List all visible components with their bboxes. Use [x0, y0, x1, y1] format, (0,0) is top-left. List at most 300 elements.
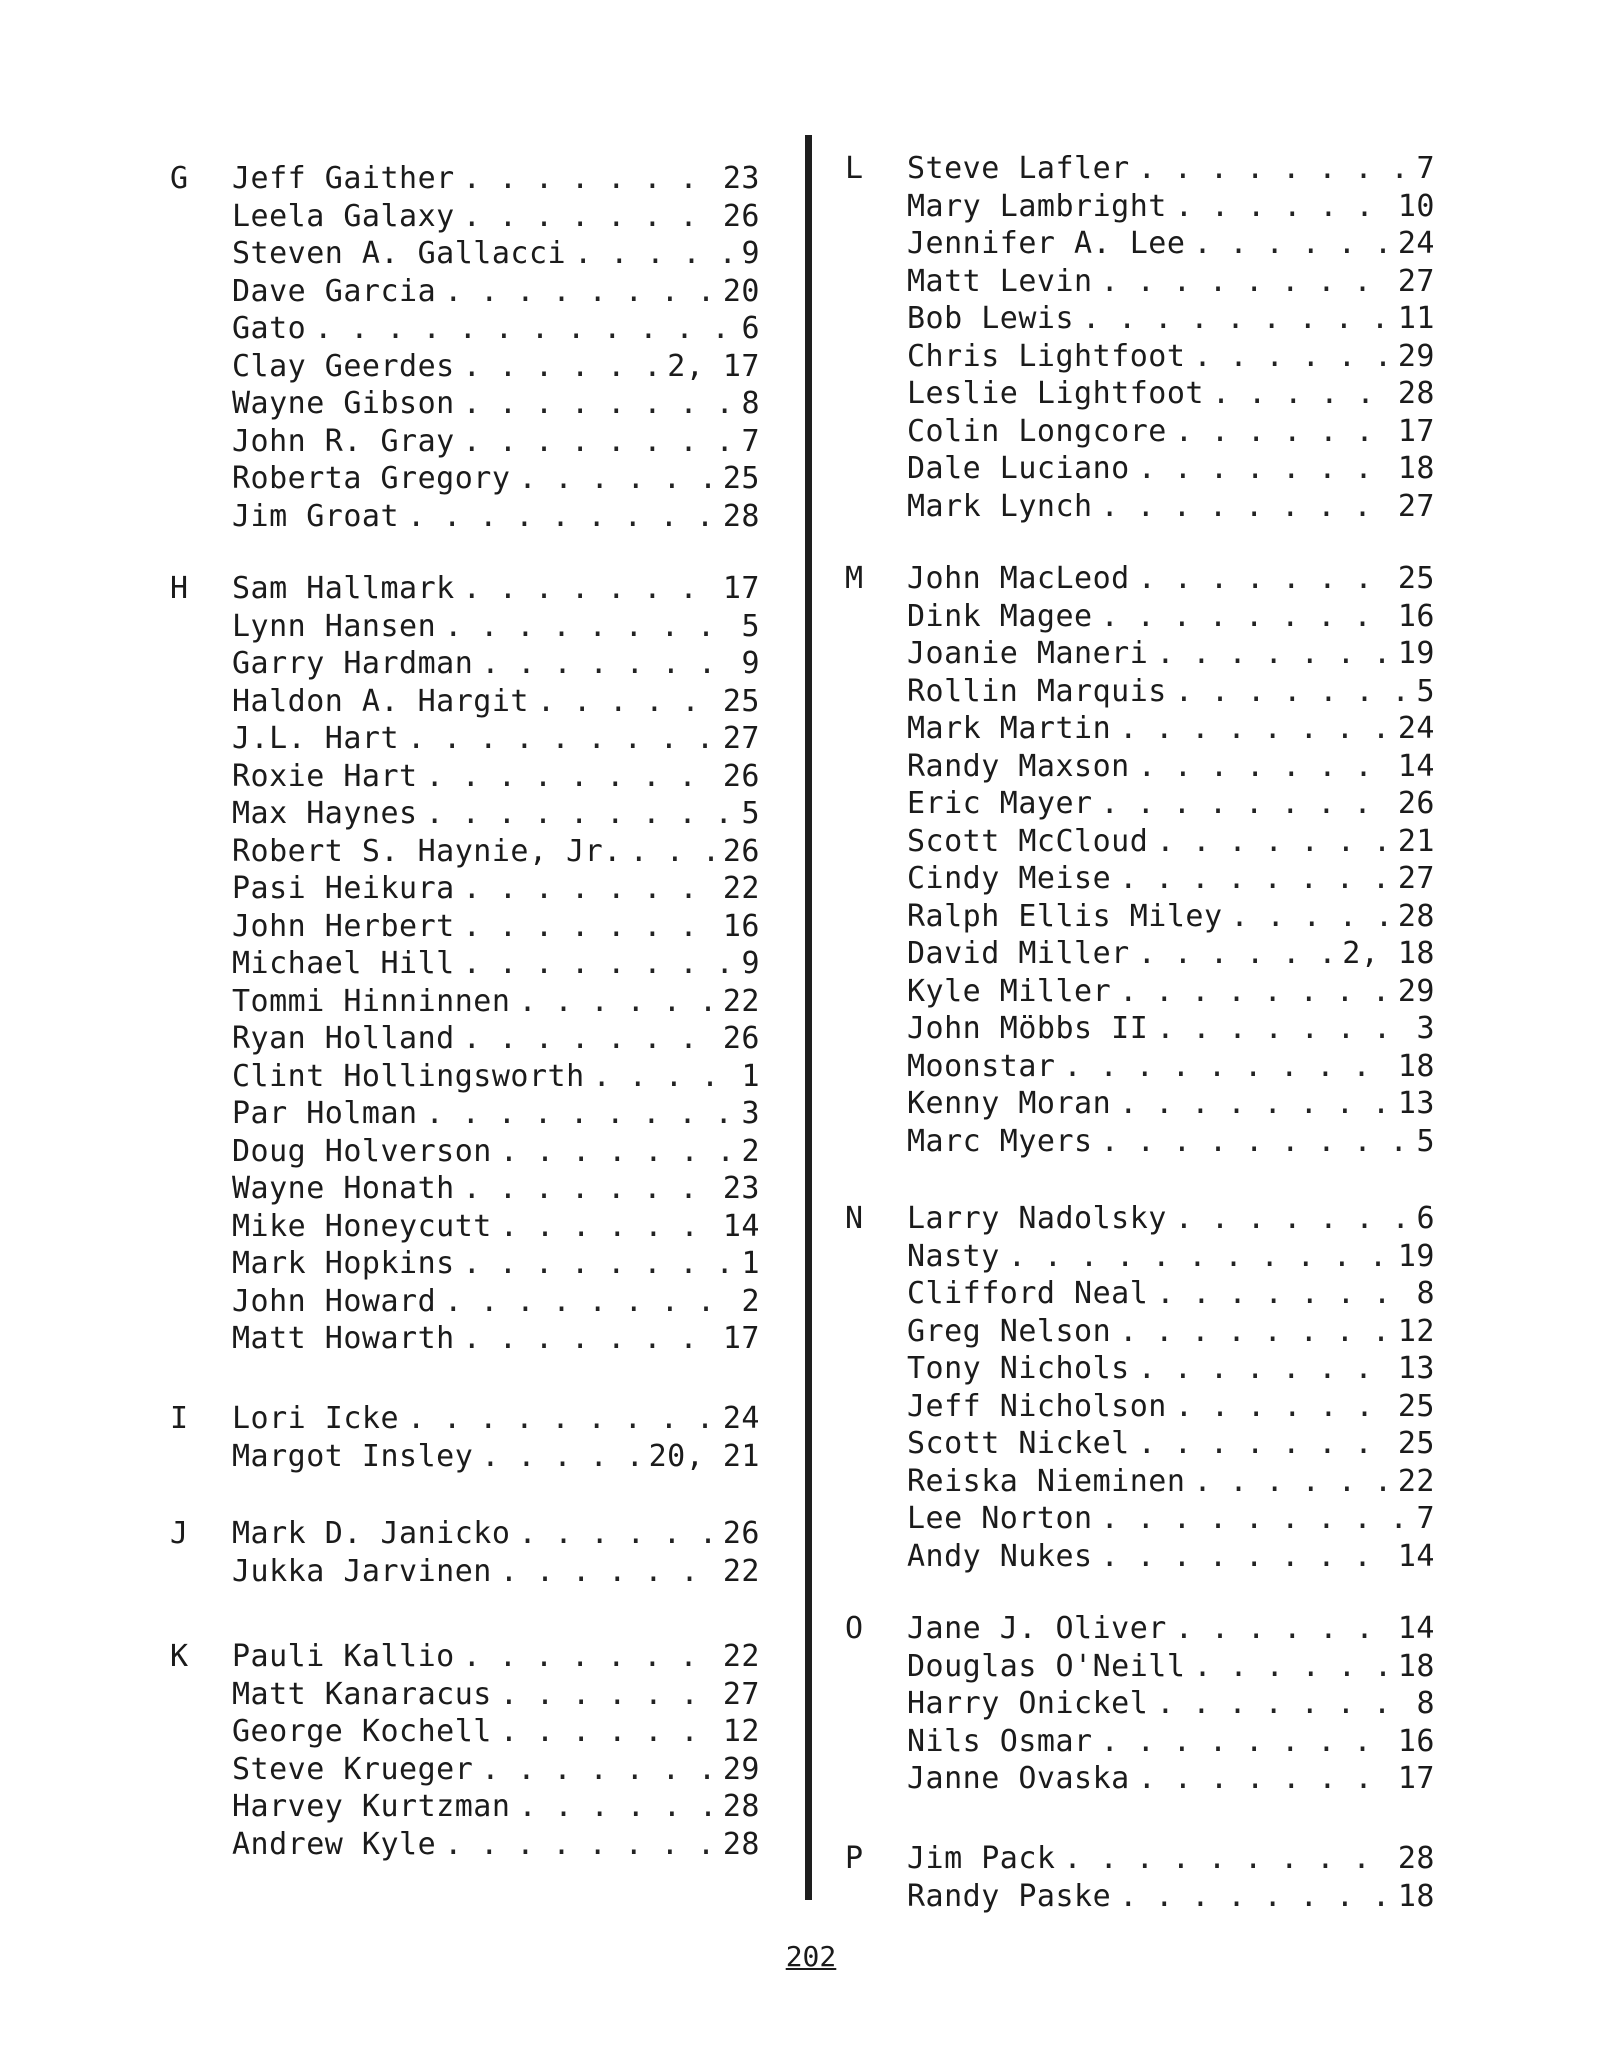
entry-pages: 19 [1397, 636, 1435, 671]
entry-pages: 5 [1416, 673, 1435, 709]
index-entry [232, 235, 760, 273]
index-entry [907, 560, 1435, 598]
dot-leader [500, 1208, 715, 1246]
entry-name: Robert S. Haynie, Jr. [232, 833, 622, 869]
dot-leader [314, 310, 733, 348]
dot-leader [1156, 635, 1390, 673]
section-letter: K [170, 1639, 189, 1674]
entry-name: Mark Martin [907, 711, 1112, 746]
entry-pages: 23 [722, 1171, 760, 1206]
entry-pages: 16 [722, 908, 760, 944]
dot-leader [463, 198, 715, 236]
dot-leader [426, 758, 715, 796]
index-entry [907, 1648, 1435, 1686]
dot-leader [481, 1751, 715, 1789]
entry-name: Jukka Jarvinen [232, 1553, 492, 1589]
entry-pages: 9 [741, 236, 760, 271]
entry-name: Mark D. Janicko [232, 1516, 511, 1551]
entry-name: Haldon A. Hargit [232, 683, 529, 719]
dot-leader [500, 1713, 715, 1751]
dot-leader [463, 1638, 715, 1676]
entry-name: Colin Longcore [907, 413, 1167, 449]
entry-pages: 27 [1397, 488, 1435, 524]
index-entry [232, 833, 760, 871]
entry-pages: 22 [722, 1639, 760, 1674]
section-letter: I [170, 1401, 189, 1436]
section-letter: N [845, 1201, 864, 1236]
entry-pages: 24 [1397, 226, 1435, 261]
entry-pages: 25 [1397, 1426, 1435, 1461]
entry-name: John Herbert [232, 908, 455, 944]
entry-pages: 22 [722, 871, 760, 906]
dot-leader [463, 385, 734, 423]
dot-leader [1156, 823, 1390, 861]
entry-pages: 26 [722, 758, 760, 794]
dot-leader [426, 795, 734, 833]
entry-pages: 5 [741, 796, 760, 831]
entry-name: Andrew Kyle [232, 1826, 437, 1862]
dot-leader [1193, 225, 1389, 263]
entry-name: Harry Onickel [907, 1686, 1149, 1721]
index-entry [232, 1095, 760, 1133]
index-entries [907, 560, 1435, 1160]
dot-leader [1101, 785, 1390, 823]
index-entry [232, 1058, 760, 1096]
entry-pages: 24 [722, 1401, 760, 1436]
index-entry [232, 683, 760, 721]
index-entry [907, 1840, 1435, 1878]
index-entry [907, 860, 1435, 898]
dot-leader [1101, 1538, 1390, 1576]
entry-pages: 5 [1416, 1123, 1435, 1159]
index-entry [232, 608, 760, 646]
index-entry [907, 1760, 1435, 1798]
section-letter: O [845, 1611, 864, 1646]
entry-name: Lynn Hansen [232, 608, 437, 644]
dot-leader [1082, 300, 1390, 338]
entry-pages: 8 [1416, 1686, 1435, 1721]
entry-pages: 19 [1397, 1238, 1435, 1274]
index-entry [232, 945, 760, 983]
entry-name: Michael Hill [232, 946, 455, 981]
dot-leader [1101, 598, 1390, 636]
index-entry [907, 1388, 1435, 1426]
entry-pages: 13 [1397, 1351, 1435, 1386]
index-entries [907, 1200, 1435, 1575]
dot-leader [1175, 1200, 1409, 1238]
dot-leader [407, 720, 715, 758]
entry-pages: 25 [722, 461, 760, 496]
dot-leader [1119, 1313, 1390, 1351]
dot-leader [444, 1283, 733, 1321]
entry-name: Randy Paske [907, 1878, 1112, 1914]
dot-leader [1119, 1085, 1390, 1123]
entry-pages: 18 [1397, 1648, 1435, 1684]
entry-name: Steve Lafler [907, 151, 1130, 186]
index-entries [907, 1610, 1435, 1798]
entry-name: John Howard [232, 1283, 437, 1319]
entry-name: Clint Hollingsworth [232, 1058, 585, 1094]
entry-pages: 14 [1397, 1538, 1435, 1574]
index-entry [232, 1788, 760, 1826]
dot-leader [1156, 1685, 1408, 1723]
section-letter: J [170, 1516, 189, 1551]
entry-name: Tommi Hinninnen [232, 983, 511, 1019]
index-entry [907, 823, 1435, 861]
entry-pages: 17 [722, 1321, 760, 1356]
dot-leader [463, 945, 734, 983]
entry-name: Harvey Kurtzman [232, 1789, 511, 1824]
entry-name: Lee Norton [907, 1501, 1093, 1536]
entry-pages: 2 [741, 1283, 760, 1319]
index-entry [907, 635, 1435, 673]
index-entry [232, 1751, 760, 1789]
index-entry [907, 1200, 1435, 1238]
entry-pages: 18 [1397, 1878, 1435, 1914]
index-entry [907, 598, 1435, 636]
entry-pages: 28 [722, 1826, 760, 1862]
index-entry [232, 1713, 760, 1751]
entry-name: John MacLeod [907, 561, 1130, 596]
index-entry [907, 188, 1435, 226]
index-entry [232, 795, 760, 833]
index-entry [232, 1020, 760, 1058]
index-entry [232, 1170, 760, 1208]
entry-name: Janne Ovaska [907, 1761, 1130, 1796]
entry-name: Marc Myers [907, 1123, 1093, 1159]
dot-leader [1231, 898, 1390, 936]
entry-pages: 16 [1397, 598, 1435, 634]
index-entry [907, 225, 1435, 263]
entry-pages: 17 [1397, 1761, 1435, 1796]
index-entry [907, 673, 1435, 711]
entry-name: Dink Magee [907, 598, 1093, 634]
dot-leader [463, 870, 715, 908]
dot-leader [1138, 560, 1390, 598]
dot-leader [518, 1515, 714, 1553]
index-entry [907, 898, 1435, 936]
entry-pages: 24 [1397, 711, 1435, 746]
dot-leader [537, 683, 715, 721]
entry-pages: 2 [741, 1133, 760, 1169]
dot-leader [444, 608, 733, 646]
dot-leader [1008, 1238, 1390, 1276]
dot-leader [1175, 1388, 1390, 1426]
dot-leader [1101, 488, 1390, 526]
index-entries [907, 1840, 1435, 1915]
entry-name: Mary Lambright [907, 188, 1167, 224]
index-entry [232, 870, 760, 908]
index-entry [907, 300, 1435, 338]
entry-name: Roberta Gregory [232, 461, 511, 496]
index-entry [232, 198, 760, 236]
entry-name: John R. Gray [232, 423, 455, 459]
entry-name: Reiska Nieminen [907, 1463, 1186, 1499]
entry-pages: 5 [741, 608, 760, 644]
entry-pages: 14 [1397, 1611, 1435, 1646]
index-entry [232, 570, 760, 608]
index-entry [232, 1638, 760, 1676]
index-entry [232, 385, 760, 423]
dot-leader [481, 645, 733, 683]
index-entry [907, 375, 1435, 413]
index-entry [232, 1320, 760, 1358]
entry-name: Mark Hopkins [232, 1246, 455, 1281]
index-entry [232, 1208, 760, 1246]
dot-leader [407, 1400, 715, 1438]
dot-leader [1101, 1500, 1409, 1538]
index-entry [907, 263, 1435, 301]
dot-leader [463, 570, 715, 608]
entry-pages: 10 [1397, 188, 1435, 224]
index-entry [232, 310, 760, 348]
index-entry [907, 1538, 1435, 1576]
dot-leader [1138, 748, 1390, 786]
index-entries [907, 150, 1435, 525]
index-entries [232, 1638, 760, 1863]
entry-name: Larry Nadolsky [907, 1201, 1167, 1236]
index-entry [232, 1515, 760, 1553]
entry-pages: 20, 21 [648, 1438, 760, 1474]
entry-pages: 22 [722, 1553, 760, 1589]
index-entry [232, 758, 760, 796]
index-entry [232, 348, 760, 386]
entry-name: J.L. Hart [232, 721, 400, 756]
index-entry [232, 273, 760, 311]
index-entry [907, 1313, 1435, 1351]
entry-pages: 21 [1397, 823, 1435, 859]
entry-pages: 27 [722, 721, 760, 756]
entry-name: Jane J. Oliver [907, 1611, 1167, 1646]
entry-name: Greg Nelson [907, 1313, 1112, 1349]
index-entry [232, 645, 760, 683]
entry-name: Jim Pack [907, 1841, 1056, 1876]
entry-name: Garry Hardman [232, 646, 474, 681]
entry-name: Wayne Honath [232, 1171, 455, 1206]
entry-pages: 14 [1397, 748, 1435, 784]
dot-leader [1138, 1350, 1390, 1388]
dot-leader [518, 460, 714, 498]
dot-leader [1212, 375, 1390, 413]
entry-name: Jennifer A. Lee [907, 226, 1186, 261]
index-entry [232, 1676, 760, 1714]
index-entry [907, 1878, 1435, 1916]
entry-name: Kenny Moran [907, 1086, 1112, 1121]
entry-name: Scott Nickel [907, 1426, 1130, 1461]
entry-pages: 27 [1397, 861, 1435, 896]
dot-leader [1193, 1648, 1389, 1686]
index-entry [907, 1500, 1435, 1538]
entry-pages: 26 [722, 1021, 760, 1056]
dot-leader [1138, 935, 1334, 973]
dot-leader [1119, 710, 1390, 748]
entry-pages: 22 [1397, 1463, 1435, 1499]
dot-leader [500, 1133, 734, 1171]
dot-leader [1193, 1463, 1389, 1501]
index-entry [907, 450, 1435, 488]
entry-name: Nasty [907, 1238, 1000, 1274]
entry-name: Andy Nukes [907, 1538, 1093, 1574]
index-entries [232, 1515, 760, 1590]
entry-name: Margot Insley [232, 1438, 474, 1474]
index-entry [907, 785, 1435, 823]
dot-leader [518, 1788, 714, 1826]
dot-leader [463, 423, 734, 461]
index-entry [232, 460, 760, 498]
page-number: 202 [785, 1940, 837, 1973]
entry-pages: 25 [1397, 561, 1435, 596]
index-entry [232, 908, 760, 946]
entry-name: Dave Garcia [232, 273, 437, 309]
dot-leader [1101, 263, 1390, 301]
entry-pages: 28 [1397, 1841, 1435, 1876]
entry-name: Douglas O'Neill [907, 1648, 1186, 1684]
index-entry [907, 1723, 1435, 1761]
entry-name: Mark Lynch [907, 488, 1093, 524]
entry-name: Jim Groat [232, 498, 400, 534]
index-entry [232, 1283, 760, 1321]
entry-name: Nils Osmar [907, 1723, 1093, 1759]
section-letter: H [170, 571, 189, 606]
entry-name: Leela Galaxy [232, 198, 455, 234]
dot-leader [1101, 1123, 1409, 1161]
entry-pages: 7 [741, 423, 760, 459]
entry-pages: 11 [1397, 301, 1435, 336]
index-entry [907, 1685, 1435, 1723]
entry-pages: 26 [722, 198, 760, 234]
entry-name: Max Haynes [232, 796, 418, 831]
index-entry [232, 1826, 760, 1864]
entry-name: Moonstar [907, 1048, 1056, 1084]
entry-pages: 29 [722, 1751, 760, 1787]
dot-leader [1064, 1840, 1390, 1878]
section-letter: M [845, 561, 864, 596]
entry-name: Scott McCloud [907, 823, 1149, 859]
entry-pages: 20 [722, 273, 760, 309]
entry-pages: 28 [1397, 898, 1435, 934]
index-entry [907, 1275, 1435, 1313]
entry-pages: 16 [1397, 1723, 1435, 1759]
index-entries [232, 570, 760, 1358]
entry-pages: 25 [1397, 1388, 1435, 1424]
entry-pages: 27 [1397, 263, 1435, 299]
entry-name: Bob Lewis [907, 301, 1075, 336]
entry-name: Jeff Gaither [232, 161, 455, 196]
entry-pages: 9 [741, 946, 760, 981]
entry-pages: 23 [722, 161, 760, 196]
index-entries [232, 160, 760, 535]
dot-leader [1175, 413, 1390, 451]
index-entry [907, 1048, 1435, 1086]
dot-leader [463, 1245, 734, 1283]
dot-leader [407, 498, 715, 536]
index-entry [907, 150, 1435, 188]
entry-pages: 28 [722, 498, 760, 534]
index-entry [907, 748, 1435, 786]
entry-name: Roxie Hart [232, 758, 418, 794]
dot-leader [630, 833, 715, 871]
index-entry [907, 935, 1435, 973]
index-entry [907, 1123, 1435, 1161]
entry-name: George Kochell [232, 1714, 492, 1749]
entry-pages: 22 [722, 983, 760, 1019]
dot-leader [463, 348, 659, 386]
entry-pages: 29 [1397, 338, 1435, 374]
index-entry [907, 1085, 1435, 1123]
entry-name: Sam Hallmark [232, 571, 455, 606]
entry-name: Clifford Neal [907, 1276, 1149, 1311]
dot-leader [1138, 1760, 1390, 1798]
entry-pages: 8 [741, 386, 760, 421]
entry-pages: 17 [722, 571, 760, 606]
entry-pages: 2, 17 [667, 348, 760, 384]
entry-pages: 26 [722, 1516, 760, 1551]
entry-pages: 8 [1416, 1276, 1435, 1311]
entry-name: Ralph Ellis Miley [907, 898, 1223, 934]
entry-pages: 2, 18 [1342, 936, 1435, 971]
entry-pages: 14 [722, 1208, 760, 1244]
dot-leader [463, 160, 715, 198]
entry-name: Par Holman [232, 1096, 418, 1131]
entry-pages: 28 [722, 1789, 760, 1824]
dot-leader [481, 1438, 640, 1476]
section-letter: P [845, 1841, 864, 1876]
dot-leader [1175, 673, 1409, 711]
index-entry [907, 1425, 1435, 1463]
dot-leader [1156, 1010, 1408, 1048]
entry-name: Jeff Nicholson [907, 1388, 1167, 1424]
entry-name: Leslie Lightfoot [907, 376, 1204, 411]
index-entry [232, 423, 760, 461]
entry-pages: 7 [1416, 1501, 1435, 1536]
entry-name: John Möbbs II [907, 1011, 1149, 1046]
index-entry [907, 338, 1435, 376]
entry-name: Chris Lightfoot [907, 338, 1186, 374]
entry-name: Matt Levin [907, 263, 1093, 299]
dot-leader [1119, 1878, 1390, 1916]
entry-pages: 1 [741, 1058, 760, 1094]
index-entry [232, 1133, 760, 1171]
index-entry [232, 720, 760, 758]
entry-name: Doug Holverson [232, 1133, 492, 1169]
entry-name: Steve Krueger [232, 1751, 474, 1787]
entry-name: Randy Maxson [907, 748, 1130, 784]
dot-leader [1101, 1723, 1390, 1761]
index-entry [907, 710, 1435, 748]
entry-name: Pauli Kallio [232, 1639, 455, 1674]
index-entries [232, 1400, 760, 1475]
dot-leader [1119, 860, 1390, 898]
entry-name: Kyle Miller [907, 973, 1112, 1009]
entry-pages: 13 [1397, 1086, 1435, 1121]
entry-name: David Miller [907, 936, 1130, 971]
entry-pages: 18 [1397, 451, 1435, 486]
entry-name: Clay Geerdes [232, 348, 455, 384]
entry-pages: 12 [1397, 1313, 1435, 1349]
index-entry [907, 1463, 1435, 1501]
dot-leader [463, 1020, 715, 1058]
dot-leader [1175, 1610, 1390, 1648]
dot-leader [1138, 150, 1409, 188]
entry-pages: 18 [1397, 1048, 1435, 1084]
entry-pages: 26 [1397, 786, 1435, 821]
index-entry [907, 973, 1435, 1011]
dot-leader [500, 1553, 715, 1591]
index-entry [232, 1400, 760, 1438]
index-entry [232, 983, 760, 1021]
entry-pages: 28 [1397, 376, 1435, 411]
index-entry [907, 1010, 1435, 1048]
